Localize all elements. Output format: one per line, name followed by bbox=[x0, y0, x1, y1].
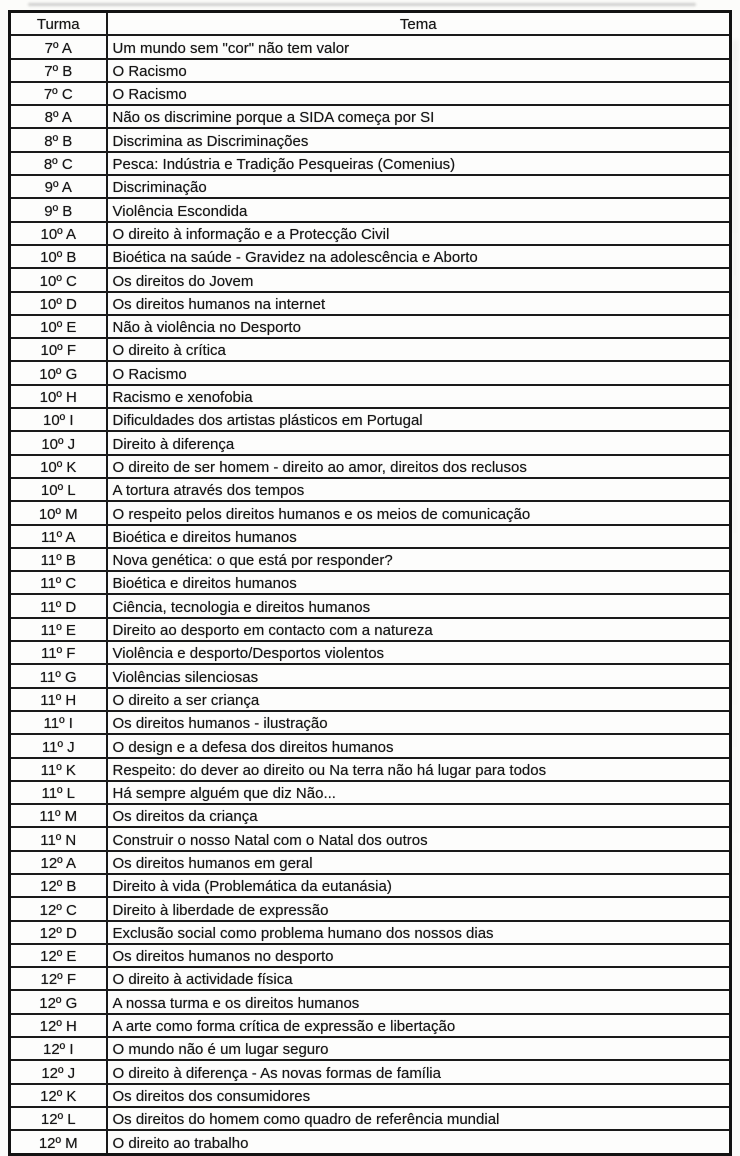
scan-smudge bbox=[732, 40, 738, 940]
turma-cell: 7º A bbox=[10, 35, 107, 58]
table-row bbox=[10, 734, 731, 757]
table-row bbox=[10, 478, 731, 501]
table-row bbox=[10, 990, 731, 1013]
table-row bbox=[10, 1107, 731, 1130]
turma-cell: 11º K bbox=[10, 758, 107, 781]
table-header-row bbox=[10, 12, 731, 36]
tema-cell: Ciência, tecnologia e direitos humanos bbox=[107, 594, 731, 617]
table-row bbox=[10, 804, 731, 827]
turma-cell: 12º J bbox=[10, 1060, 107, 1083]
tema-cell: Discriminação bbox=[107, 175, 731, 198]
turma-cell: 10º C bbox=[10, 268, 107, 291]
turma-cell: 11º N bbox=[10, 827, 107, 850]
table-row bbox=[10, 851, 731, 874]
tema-cell: Não à violência no Desporto bbox=[107, 315, 731, 338]
tema-cell: Os direitos do Jovem bbox=[107, 268, 731, 291]
tema-cell: Bioética e direitos humanos bbox=[107, 525, 731, 548]
table-row bbox=[10, 688, 731, 711]
turma-cell: 11º G bbox=[10, 664, 107, 687]
turma-cell: 11º E bbox=[10, 618, 107, 641]
table-row bbox=[10, 152, 731, 175]
column-header-tema: Tema bbox=[107, 12, 731, 36]
tema-cell: A tortura através dos tempos bbox=[107, 478, 731, 501]
tema-cell: Os direitos humanos no desporto bbox=[107, 944, 731, 967]
tema-cell: Os direitos humanos em geral bbox=[107, 851, 731, 874]
tema-cell: O direito ao trabalho bbox=[107, 1130, 731, 1154]
turma-cell: 10º G bbox=[10, 361, 107, 384]
turma-cell: 12º I bbox=[10, 1037, 107, 1060]
turma-cell: 11º I bbox=[10, 711, 107, 734]
turma-cell: 11º C bbox=[10, 571, 107, 594]
table-row bbox=[10, 944, 731, 967]
turma-cell: 12º L bbox=[10, 1107, 107, 1130]
tema-cell: O respeito pelos direitos humanos e os meios de comunicação bbox=[107, 501, 731, 524]
table-row bbox=[10, 82, 731, 105]
turma-cell: 11º A bbox=[10, 525, 107, 548]
turma-cell: 11º M bbox=[10, 804, 107, 827]
tema-cell: Os direitos da criança bbox=[107, 804, 731, 827]
table-row bbox=[10, 711, 731, 734]
tema-cell: Há sempre alguém que diz Não... bbox=[107, 781, 731, 804]
table-row bbox=[10, 618, 731, 641]
tema-cell: Discrimina as Discriminações bbox=[107, 128, 731, 151]
tema-cell: Violências silenciosas bbox=[107, 664, 731, 687]
tema-cell: Pesca: Indústria e Tradição Pesqueiras (Comenius) bbox=[107, 152, 731, 175]
turma-cell: 12º C bbox=[10, 897, 107, 920]
tema-cell: Direito à diferença bbox=[107, 431, 731, 454]
table-row bbox=[10, 35, 731, 58]
turma-cell: 11º D bbox=[10, 594, 107, 617]
table-row bbox=[10, 781, 731, 804]
table-row bbox=[10, 455, 731, 478]
table-row bbox=[10, 501, 731, 524]
turma-cell: 10º A bbox=[10, 222, 107, 245]
tema-cell: A arte como forma crítica de expressão e libertação bbox=[107, 1014, 731, 1037]
turma-cell: 12º D bbox=[10, 921, 107, 944]
table-row bbox=[10, 315, 731, 338]
tema-cell: O Racismo bbox=[107, 361, 731, 384]
table-row bbox=[10, 571, 731, 594]
table-row bbox=[10, 1084, 731, 1107]
turma-cell: 11º J bbox=[10, 734, 107, 757]
turma-tema-table bbox=[8, 10, 732, 1156]
turma-cell: 8º C bbox=[10, 152, 107, 175]
table-row bbox=[10, 361, 731, 384]
turma-cell: 7º B bbox=[10, 59, 107, 82]
turma-cell: 10º M bbox=[10, 501, 107, 524]
turma-cell: 12º M bbox=[10, 1130, 107, 1154]
turma-cell: 12º G bbox=[10, 990, 107, 1013]
table-row bbox=[10, 664, 731, 687]
table-row bbox=[10, 641, 731, 664]
tema-cell: Dificuldades dos artistas plásticos em Portugal bbox=[107, 408, 731, 431]
tema-cell: Os direitos humanos - ilustração bbox=[107, 711, 731, 734]
turma-cell: 10º F bbox=[10, 338, 107, 361]
table-row bbox=[10, 827, 731, 850]
turma-cell: 10º K bbox=[10, 455, 107, 478]
table-row bbox=[10, 594, 731, 617]
tema-cell: Direito à vida (Problemática da eutanásia) bbox=[107, 874, 731, 897]
turma-cell: 10º D bbox=[10, 292, 107, 315]
table-row bbox=[10, 268, 731, 291]
turma-cell: 10º H bbox=[10, 385, 107, 408]
turma-cell: 10º L bbox=[10, 478, 107, 501]
table-row bbox=[10, 408, 731, 431]
table-row bbox=[10, 128, 731, 151]
tema-cell: O mundo não é um lugar seguro bbox=[107, 1037, 731, 1060]
turma-cell: 10º I bbox=[10, 408, 107, 431]
tema-cell: Racismo e xenofobia bbox=[107, 385, 731, 408]
turma-cell: 12º A bbox=[10, 851, 107, 874]
table-row bbox=[10, 59, 731, 82]
table-row bbox=[10, 1060, 731, 1083]
table-row bbox=[10, 245, 731, 268]
tema-cell: O direito à informação e a Protecção Civil bbox=[107, 222, 731, 245]
turma-cell: 12º E bbox=[10, 944, 107, 967]
table-row bbox=[10, 1014, 731, 1037]
tema-cell: O direito de ser homem - direito ao amor, direitos dos reclusos bbox=[107, 455, 731, 478]
tema-cell: Respeito: do dever ao direito ou Na terra não há lugar para todos bbox=[107, 758, 731, 781]
tema-cell: Um mundo sem "cor" não tem valor bbox=[107, 35, 731, 58]
scan-artifact-line bbox=[28, 3, 696, 6]
table-row bbox=[10, 758, 731, 781]
turma-cell: 10º B bbox=[10, 245, 107, 268]
tema-cell: Violência Escondida bbox=[107, 198, 731, 221]
tema-cell: O direito à crítica bbox=[107, 338, 731, 361]
table-row bbox=[10, 292, 731, 315]
turma-cell: 11º H bbox=[10, 688, 107, 711]
turma-cell: 12º K bbox=[10, 1084, 107, 1107]
tema-cell: Os direitos humanos na internet bbox=[107, 292, 731, 315]
turma-cell: 10º E bbox=[10, 315, 107, 338]
tema-cell: O Racismo bbox=[107, 82, 731, 105]
turma-cell: 12º B bbox=[10, 874, 107, 897]
turma-cell: 11º L bbox=[10, 781, 107, 804]
table-row bbox=[10, 222, 731, 245]
table-row bbox=[10, 525, 731, 548]
table-row bbox=[10, 1130, 731, 1154]
column-header-turma: Turma bbox=[10, 12, 107, 36]
table-row bbox=[10, 198, 731, 221]
turma-cell: 9º B bbox=[10, 198, 107, 221]
tema-cell: O direito à diferença - As novas formas de família bbox=[107, 1060, 731, 1083]
table-row bbox=[10, 548, 731, 571]
turma-cell: 11º F bbox=[10, 641, 107, 664]
table-row bbox=[10, 175, 731, 198]
table-row bbox=[10, 338, 731, 361]
table-row bbox=[10, 967, 731, 990]
tema-cell: Os direitos dos consumidores bbox=[107, 1084, 731, 1107]
tema-cell: Nova genética: o que está por responder? bbox=[107, 548, 731, 571]
table-row bbox=[10, 105, 731, 128]
turma-cell: 9º A bbox=[10, 175, 107, 198]
tema-cell: Bioética e direitos humanos bbox=[107, 571, 731, 594]
tema-cell: O direito à actividade física bbox=[107, 967, 731, 990]
table-row bbox=[10, 1037, 731, 1060]
turma-cell: 7º C bbox=[10, 82, 107, 105]
tema-cell: Direito ao desporto em contacto com a natureza bbox=[107, 618, 731, 641]
tema-cell: O design e a defesa dos direitos humanos bbox=[107, 734, 731, 757]
turma-cell: 12º F bbox=[10, 967, 107, 990]
table-row bbox=[10, 385, 731, 408]
turma-cell: 8º A bbox=[10, 105, 107, 128]
tema-cell: A nossa turma e os direitos humanos bbox=[107, 990, 731, 1013]
tema-cell: O direito a ser criança bbox=[107, 688, 731, 711]
tema-cell: Os direitos do homem como quadro de referência mundial bbox=[107, 1107, 731, 1130]
turma-cell: 12º H bbox=[10, 1014, 107, 1037]
table-row bbox=[10, 897, 731, 920]
tema-cell: Exclusão social como problema humano dos nossos dias bbox=[107, 921, 731, 944]
tema-cell: Violência e desporto/Desportos violentos bbox=[107, 641, 731, 664]
turma-cell: 10º J bbox=[10, 431, 107, 454]
turma-cell: 11º B bbox=[10, 548, 107, 571]
tema-cell: Construir o nosso Natal com o Natal dos outros bbox=[107, 827, 731, 850]
table-row bbox=[10, 874, 731, 897]
turma-cell: 8º B bbox=[10, 128, 107, 151]
tema-cell: Não os discrimine porque a SIDA começa por SI bbox=[107, 105, 731, 128]
tema-cell: Bioética na saúde - Gravidez na adolescência e Aborto bbox=[107, 245, 731, 268]
tema-cell: O Racismo bbox=[107, 59, 731, 82]
table-row bbox=[10, 431, 731, 454]
tema-cell: Direito à liberdade de expressão bbox=[107, 897, 731, 920]
table-row bbox=[10, 921, 731, 944]
table-body bbox=[10, 35, 731, 1154]
